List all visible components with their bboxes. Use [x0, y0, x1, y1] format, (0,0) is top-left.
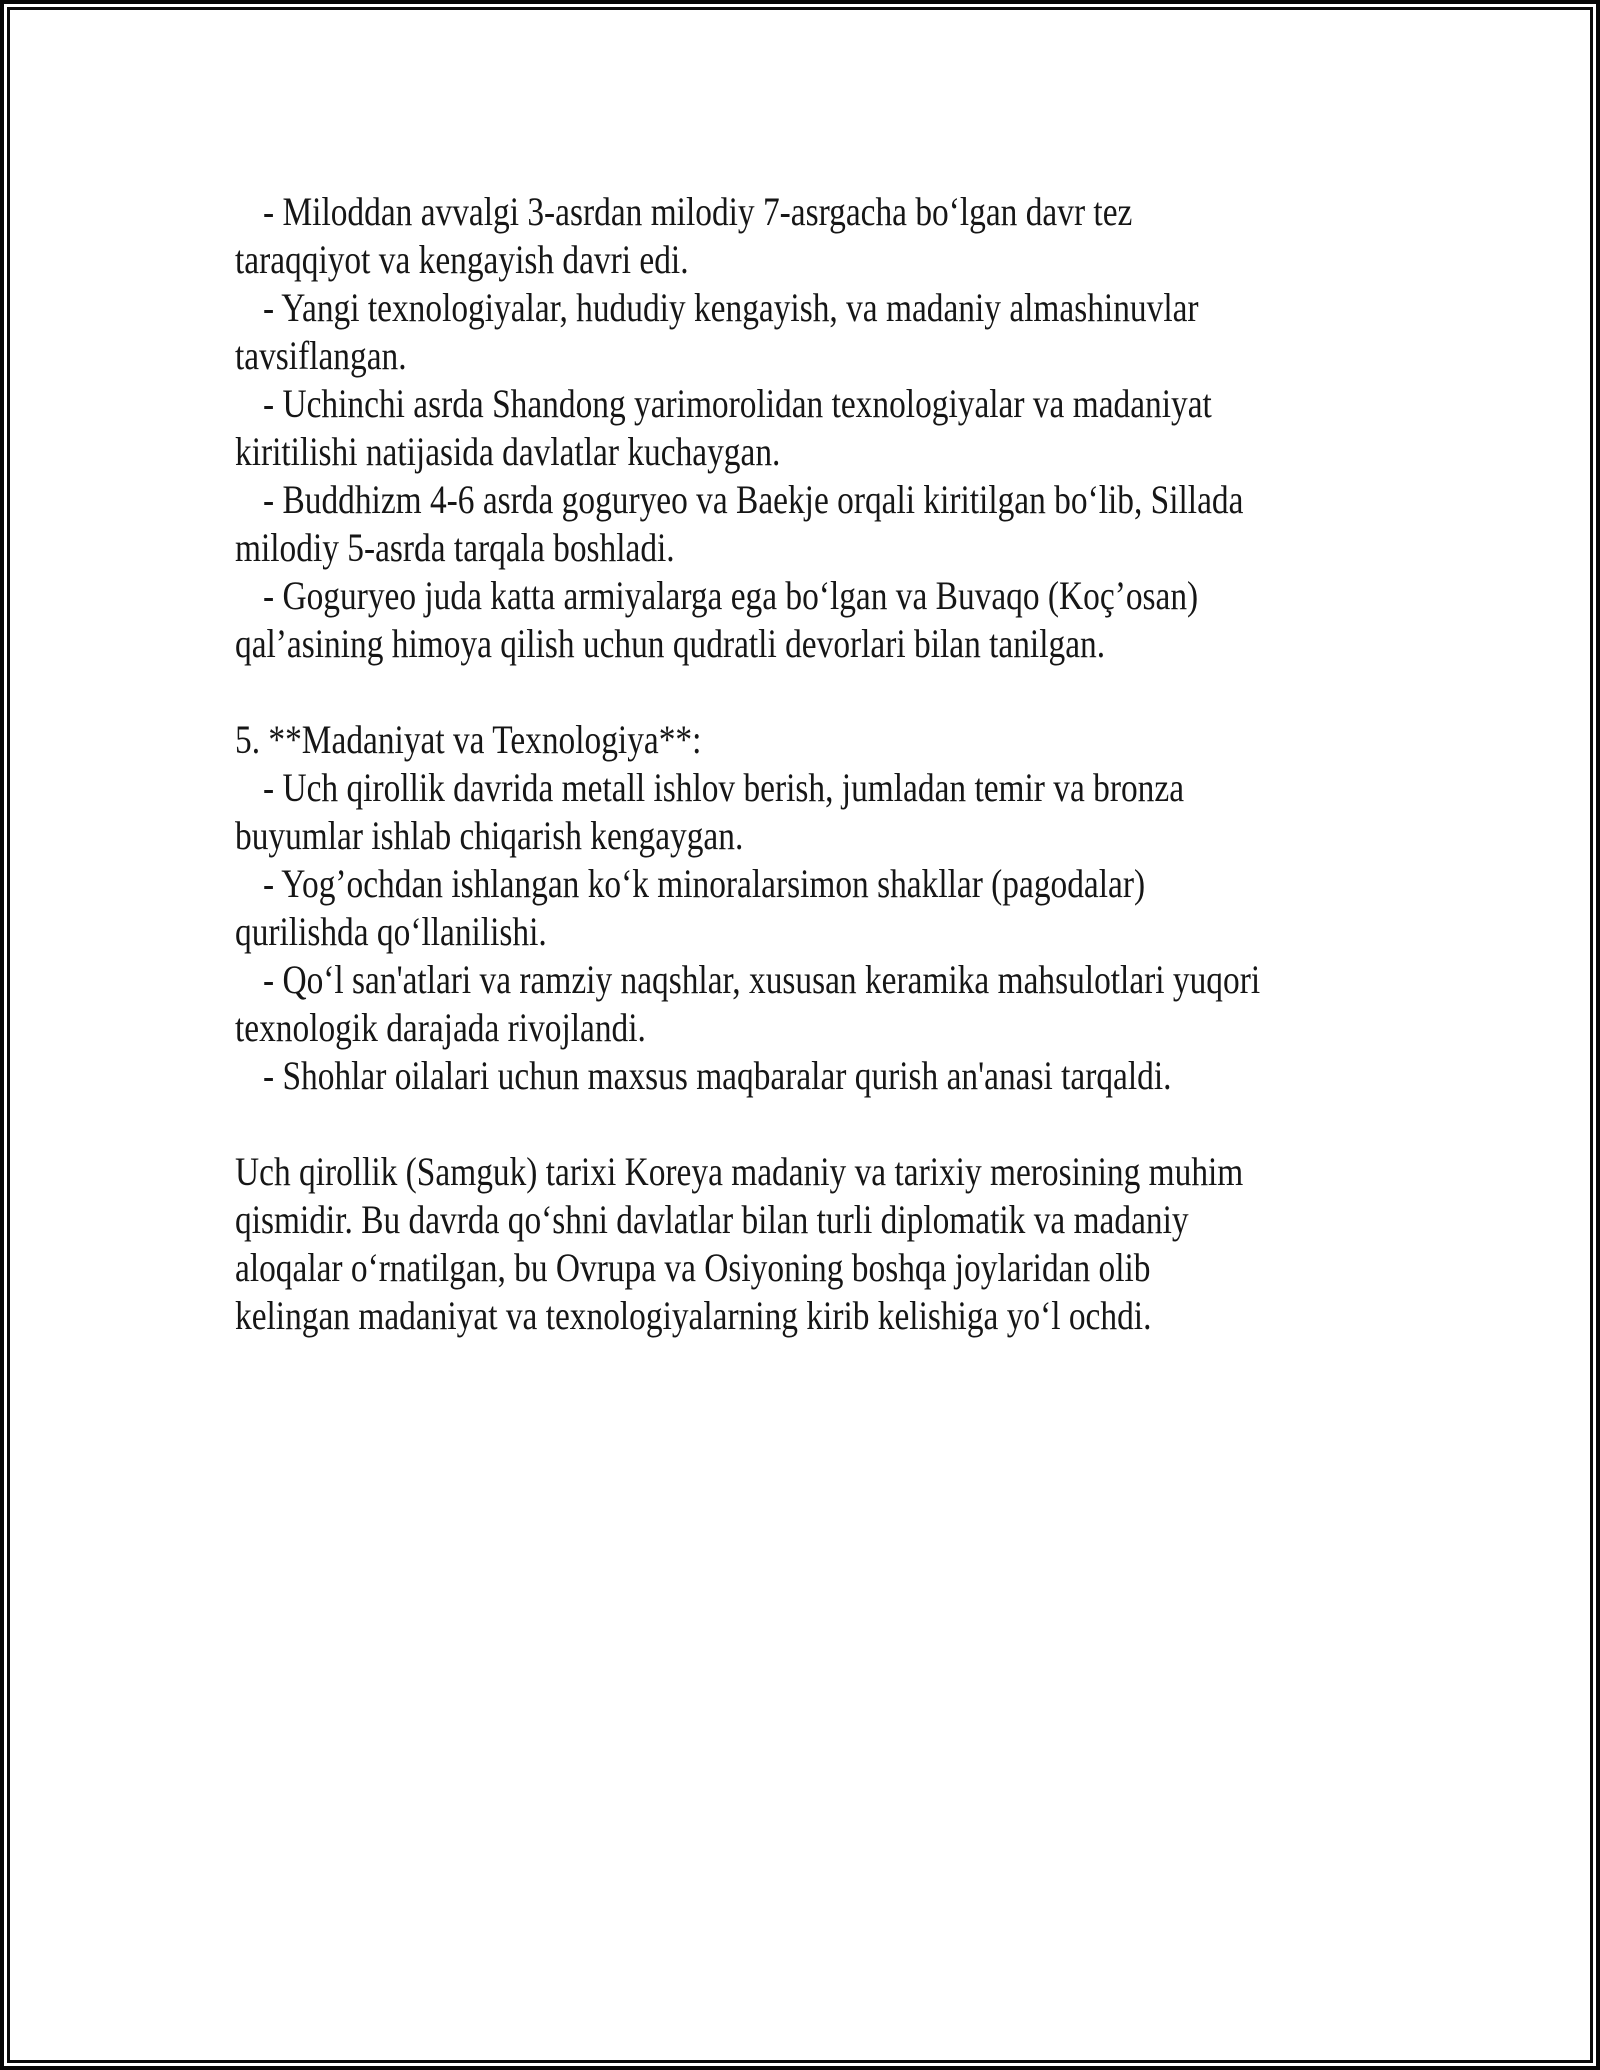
blank-line: [235, 1100, 1365, 1148]
text-line: texnologik darajada rivojlandi.: [235, 1005, 646, 1050]
text-line: - Qo‘l san'atlari va ramziy naqshlar, xususan keramika mahsulotlari yuqori: [263, 957, 1261, 1002]
text-line: - Uchinchi asrda Shandong yarimorolidan texnologiyalar va madaniyat: [263, 381, 1212, 426]
text-line: qal’asining himoya qilish uchun qudratli devorlari bilan tanilgan.: [235, 621, 1106, 666]
text-line: - Miloddan avvalgi 3-asrdan milodiy 7-asrgacha bo‘lgan davr tez: [263, 189, 1133, 234]
blank-line: [235, 668, 1365, 716]
text-line: Uch qirollik (Samguk) tarixi Koreya madaniy va tarixiy merosining muhim: [235, 1149, 1244, 1194]
text-line: - Yangi texnologiyalar, hududiy kengayish, va madaniy almashinuvlar: [263, 285, 1199, 330]
text-line: qismidir. Bu davrda qo‘shni davlatlar bilan turli diplomatik va madaniy: [235, 1197, 1189, 1242]
text-line: taraqqiyot va kengayish davri edi.: [235, 237, 689, 282]
text-line: 5. **Madaniyat va Texnologiya**:: [235, 717, 702, 762]
text-line: - Uch qirollik davrida metall ishlov berish, jumladan temir va bronza: [263, 765, 1185, 810]
text-line: - Buddhizm 4-6 asrda goguryeo va Baekje orqali kiritilgan bo‘lib, Sillada: [263, 477, 1244, 522]
text-line: milodiy 5-asrda tarqala boshladi.: [235, 525, 675, 570]
text-line: - Shohlar oilalari uchun maxsus maqbaralar qurish an'anasi tarqaldi.: [263, 1053, 1172, 1098]
text-line: - Goguryeo juda katta armiyalarga ega bo‘lgan va Buvaqo (Koç’osan): [263, 573, 1199, 618]
text-line: - Yog’ochdan ishlangan ko‘k minoralarsimon shakllar (pagodalar): [263, 861, 1146, 906]
text-line: kelingan madaniyat va texnologiyalarning kirib kelishiga yo‘l ochdi.: [235, 1293, 1152, 1338]
text-line: qurilishda qo‘llanilishi.: [235, 909, 547, 954]
document-text-block: [235, 188, 1365, 1340]
text-line: aloqalar o‘rnatilgan, bu Ovrupa va Osiyoning boshqa joylaridan olib: [235, 1245, 1151, 1290]
text-line: buyumlar ishlab chiqarish kengaygan.: [235, 813, 744, 858]
text-line: tavsiflangan.: [235, 333, 407, 378]
text-line: kiritilishi natijasida davlatlar kuchaygan.: [235, 429, 781, 474]
